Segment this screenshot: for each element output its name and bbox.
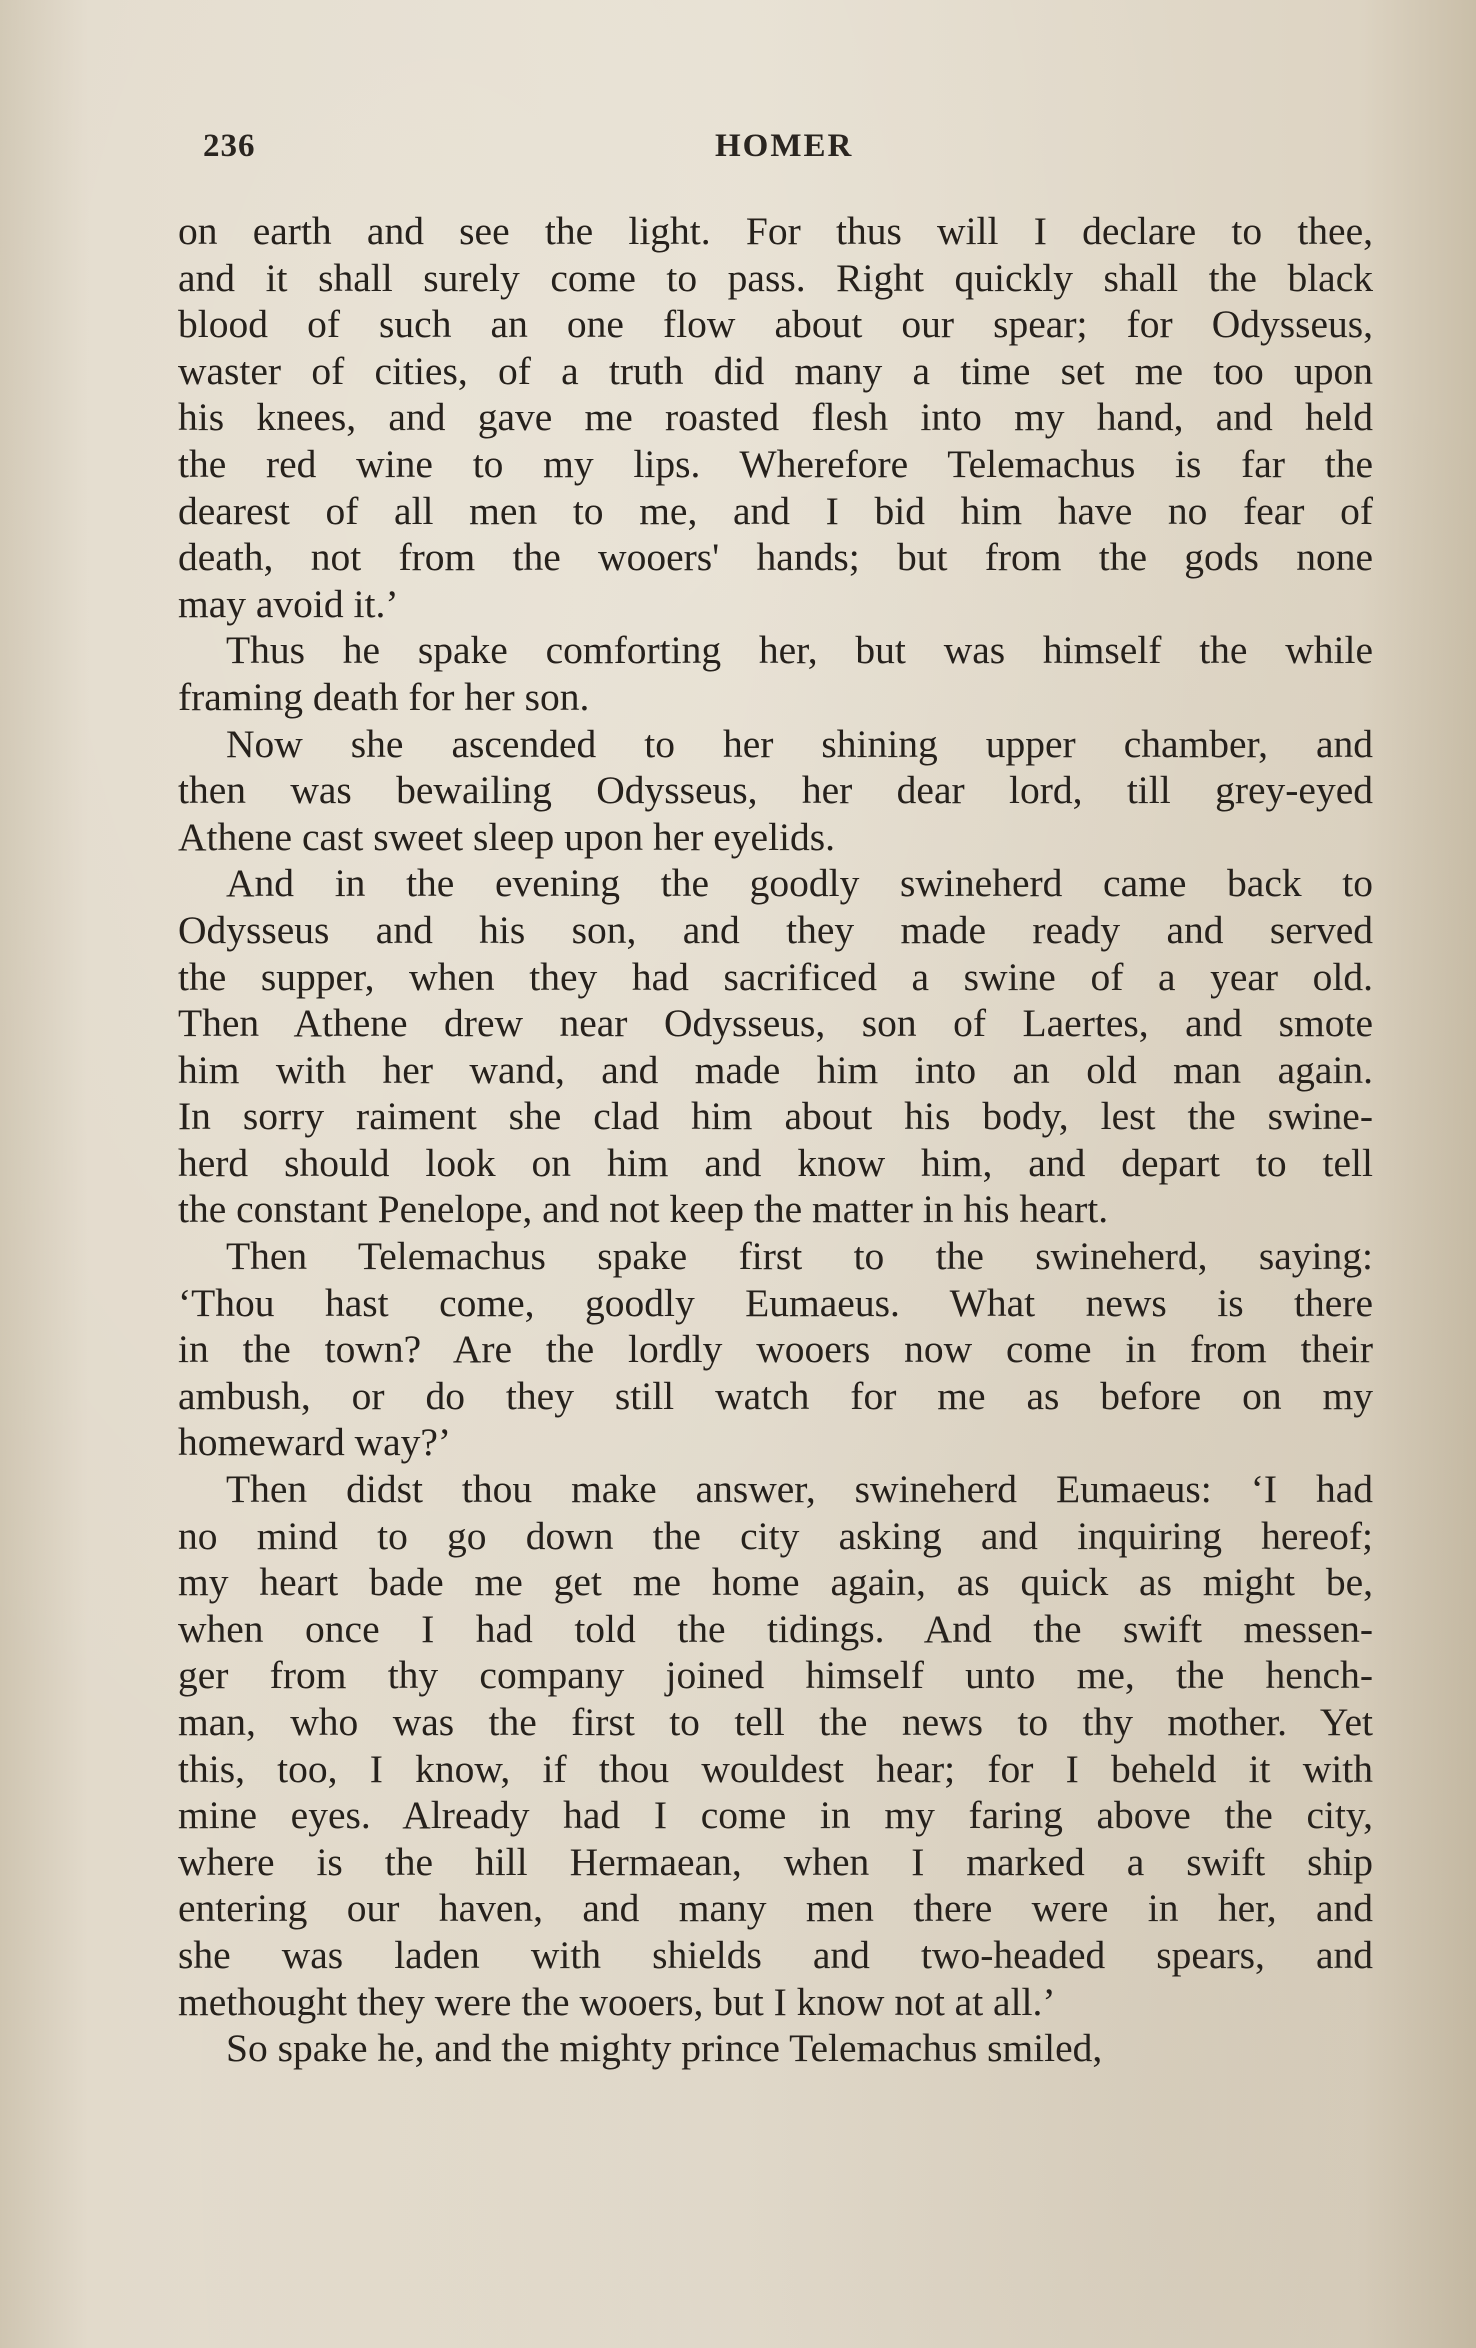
- text-line: herd should look on him and know him, and depart to tell: [178, 1140, 1373, 1185]
- text-line: this, too, I know, if thou wouldest hear; for I beheld it with: [178, 1746, 1373, 1791]
- text-line: in the town? Are the lordly wooers now come in from their: [178, 1327, 1373, 1372]
- text-line: my heart bade me get me home again, as quick as might be,: [178, 1560, 1373, 1605]
- text-line: Then Athene drew near Odysseus, son of Laertes, and smote: [178, 1001, 1373, 1046]
- text-line: when once I had told the tidings. And the swift messen-: [178, 1606, 1373, 1651]
- text-line: ger from thy company joined himself unto me, the hench-: [178, 1653, 1373, 1698]
- paragraph: [178, 627, 1373, 720]
- text-line: the red wine to my lips. Wherefore Telemachus is far the: [178, 441, 1373, 486]
- page-header: [0, 128, 1476, 178]
- text-line: his knees, and gave me roasted flesh into my hand, and held: [178, 395, 1373, 440]
- paragraph: [178, 721, 1373, 861]
- text-line: man, who was the first to tell the news to thy mother. Yet: [178, 1700, 1373, 1744]
- text-line: dearest of all men to me, and I bid him have no fear of: [178, 488, 1373, 533]
- text-line: Then didst thou make answer, swineherd Eumaeus: ‘I had: [226, 1467, 1373, 1512]
- text-line: methought they were the wooers, but I know not at all.’: [178, 1979, 1056, 2024]
- text-line: where is the hill Hermaean, when I marked a swift ship: [178, 1839, 1373, 1884]
- page-number: 236: [203, 128, 256, 164]
- text-line: she was laden with shields and two-headed spears, and: [178, 1932, 1373, 1977]
- paragraph: [178, 860, 1373, 1233]
- text-line: ‘Thou hast come, goodly Eumaeus. What news is there: [178, 1280, 1373, 1325]
- text-line: Thus he spake comforting her, but was himself the while: [226, 628, 1373, 673]
- text-line: Odysseus and his son, and they made ready and served: [178, 907, 1373, 952]
- text-line: And in the evening the goodly swineherd came back to: [226, 861, 1373, 906]
- text-line: entering our haven, and many men there were in her, and: [178, 1886, 1373, 1931]
- text-line: him with her wand, and made him into an old man again.: [178, 1047, 1373, 1092]
- text-line: death, not from the wooers' hands; but from the gods none: [178, 535, 1373, 580]
- paragraph: [178, 208, 1373, 627]
- paragraph: [178, 2025, 1373, 2072]
- text-line: no mind to go down the city asking and inquiring hereof;: [178, 1513, 1373, 1558]
- text-line: the constant Penelope, and not keep the matter in his heart.: [178, 1187, 1109, 1232]
- text-line: waster of cities, of a truth did many a time set me too upon: [178, 348, 1373, 393]
- text-line: and it shall surely come to pass. Right quickly shall the black: [178, 255, 1373, 300]
- text-line: then was bewailing Odysseus, her dear lord, till grey-eyed: [178, 768, 1373, 813]
- paragraph: [178, 1233, 1373, 1466]
- text-line: blood of such an one flow about our spear; for Odysseus,: [178, 302, 1373, 347]
- text-line: ambush, or do they still watch for me as before on my: [178, 1373, 1373, 1418]
- text-line: So spake he, and the mighty prince Telemachus smiled,: [226, 2026, 1103, 2071]
- text-line: framing death for her son.: [178, 674, 590, 719]
- text-line: the supper, when they had sacrificed a swine of a year old.: [178, 954, 1373, 999]
- text-line: Now she ascended to her shining upper chamber, and: [226, 721, 1373, 766]
- paragraph: [178, 1466, 1373, 2025]
- text-line: Athene cast sweet sleep upon her eyelids.: [178, 814, 836, 859]
- text-line: Then Telemachus spake first to the swineherd, saying:: [226, 1234, 1373, 1279]
- text-line: on earth and see the light. For thus will I declare to thee,: [178, 209, 1373, 253]
- running-head: HOMER: [715, 128, 854, 164]
- text-line: mine eyes. Already had I come in my faring above the city,: [178, 1793, 1373, 1838]
- text-line: homeward way?’: [178, 1420, 452, 1465]
- text-line: may avoid it.’: [178, 581, 399, 626]
- text-line: In sorry raiment she clad him about his body, lest the swine-: [178, 1094, 1373, 1139]
- body-text: [178, 208, 1373, 2072]
